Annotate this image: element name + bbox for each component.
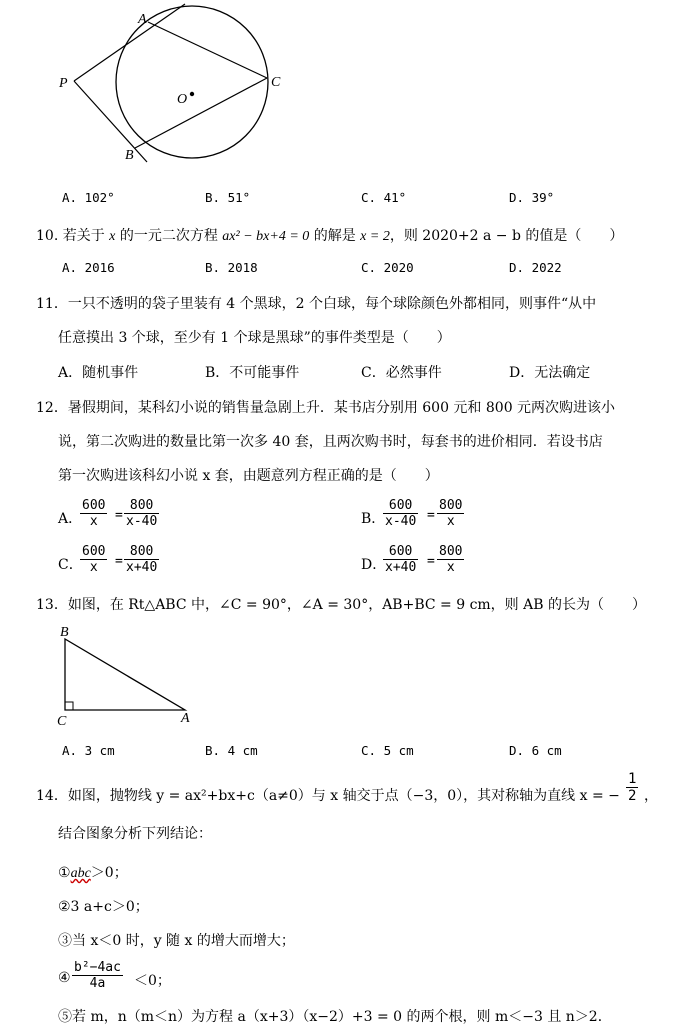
q12-c-label: C． [58, 557, 83, 573]
q12-d-label: D． [361, 557, 387, 573]
q12-b-eq: = [427, 508, 435, 523]
q14-conclusion-1 [58, 862, 128, 882]
q13-option-b[interactable]: B. 4 cm [205, 743, 258, 758]
q10-option-d[interactable]: D. 2022 [509, 260, 562, 275]
q13-triangle-figure [55, 622, 205, 732]
label-c: C [271, 75, 281, 90]
q10-text-mid1: 的一元二次方程 [115, 228, 223, 244]
q14-half-fraction: $\frac{1}{2}$ [628, 771, 637, 804]
q12-a-frac1: $\frac{600}{x}$ [82, 498, 106, 529]
q12-option-b[interactable] [361, 498, 491, 538]
q13-option-c[interactable]: C. 5 cm [361, 743, 414, 758]
q12-line-3: 第一次购进该科幻小说 x 套，由题意列方程正确的是（ ） [58, 468, 439, 484]
q11-option-d[interactable]: D．无法确定 [509, 365, 591, 381]
q14-conclusion-3: ③当 x＜0 时，y 随 x 的增大而增大； [58, 933, 295, 949]
chord-ac [148, 22, 267, 78]
q14-line-2: 结合图象分析下列结论： [58, 826, 212, 842]
q10-stem [36, 225, 623, 245]
q12-d-frac2: $\frac{800}{x}$ [439, 544, 463, 575]
center-dot [190, 92, 194, 96]
q11-line-1: 11．一只不透明的袋子里装有 4 个黑球，2 个白球，每个球除颜色外都相同，则事件“从中 [36, 296, 597, 312]
label-b: B [125, 148, 134, 163]
q12-c-frac2: $\frac{800}{x+40}$ [126, 544, 158, 575]
tangent-pb [74, 81, 147, 162]
label-a: A [138, 12, 147, 27]
conclusion-1-mark: ① [58, 865, 71, 881]
right-angle-mark [65, 702, 73, 710]
q12-option-c[interactable] [58, 544, 188, 584]
q12-c-eq: = [115, 554, 123, 569]
q12-b-label: B． [361, 511, 386, 527]
conclusion-1-var: abc [70, 866, 91, 881]
label-o: O [177, 92, 188, 107]
conclusion-4-fraction: $\frac{\text{b²−4ac}}{4a}$ [74, 960, 121, 991]
q12-a-eq: = [115, 508, 123, 523]
conclusion-1-rest: ＞0； [90, 865, 128, 881]
q12-line-1: 12．暑假期间，某科幻小说的销售量急剧上升．某书店分别用 600 元和 800 元两次购进该小 [36, 400, 616, 416]
label-p: P [59, 76, 68, 91]
q11-option-a[interactable]: A．随机事件 [58, 365, 139, 381]
q10-var-x: x [109, 229, 116, 244]
q14-conclusion-4 [58, 960, 198, 1000]
q12-b-frac1: $\frac{600}{x-40}$ [385, 498, 417, 529]
q10-option-a[interactable]: A. 2016 [62, 260, 115, 275]
q10-text-pre: 10. 若关于 [36, 228, 110, 244]
conclusion-4-mark: ④ [58, 970, 71, 986]
q12-a-label: A． [58, 511, 83, 527]
q10-option-b[interactable]: B. 2018 [205, 260, 258, 275]
q12-d-frac1: $\frac{600}{x+40}$ [385, 544, 417, 575]
q12-line-2: 说，第二次购进的数量比第一次多 40 套，且两次购书时，每套书的进价相同．若设书店 [58, 434, 603, 450]
q12-option-d[interactable] [361, 544, 491, 584]
q12-c-frac1: $\frac{600}{x}$ [82, 544, 106, 575]
q11-line-2: 任意摸出 3 个球，至少有 1 个球是黑球”的事件类型是（ ） [58, 330, 451, 346]
q9-option-c[interactable]: C. 41° [361, 190, 407, 205]
triangle-abc [65, 639, 185, 710]
q11-option-b[interactable]: B．不可能事件 [205, 365, 300, 381]
circle-o [116, 6, 268, 158]
q13-stem: 13．如图，在 Rt△ABC 中，∠C = 90°，∠A = 30°，AB+BC = 9 cm，则 AB 的长为（ ） [36, 597, 646, 613]
q14-conclusion-5: ⑤若 m，n（m＜n）为方程 a（x+3）（x−2）+3 = 0 的两个根，则 m＜−3 且 n＞2． [58, 1009, 612, 1025]
q9-option-b[interactable]: B. 51° [205, 190, 251, 205]
q14-line-1-text: 14．如图，抛物线 y = ax²+bx+c（a≠0）与 x 轴交于点（−3，0），其对称轴为直线 x = − [36, 788, 620, 804]
q11-option-c[interactable]: C．必然事件 [361, 365, 442, 381]
chord-bc [135, 78, 267, 148]
q9-circle-figure [55, 0, 295, 175]
q10-solution: x = 2 [360, 229, 390, 244]
q9-option-d[interactable]: D. 39° [509, 190, 555, 205]
q14-line-1-end: ， [644, 788, 658, 804]
q12-a-frac2: $\frac{800}{x-40}$ [126, 498, 158, 529]
q13-option-a[interactable]: A. 3 cm [62, 743, 115, 758]
label-b: B [60, 625, 69, 640]
label-c: C [57, 714, 67, 729]
label-a: A [181, 711, 190, 726]
tangent-pa [74, 4, 185, 81]
q10-text-mid2: 的解是 [309, 228, 361, 244]
q10-equation: ax² − bx+4 = 0 [222, 229, 310, 244]
q13-option-d[interactable]: D. 6 cm [509, 743, 562, 758]
q12-option-a[interactable] [58, 498, 188, 538]
conclusion-4-rest: ＜0； [134, 973, 171, 989]
q12-b-frac2: $\frac{800}{x}$ [439, 498, 463, 529]
q12-d-eq: = [427, 554, 435, 569]
q10-text-post: ，则 2020+2 a − b 的值是（ ） [389, 228, 624, 244]
q10-option-c[interactable]: C. 2020 [361, 260, 414, 275]
q14-line-1 [36, 785, 620, 805]
q9-option-a[interactable]: A. 102° [62, 190, 115, 205]
q14-conclusion-2: ②3 a+c＞0； [58, 899, 149, 915]
